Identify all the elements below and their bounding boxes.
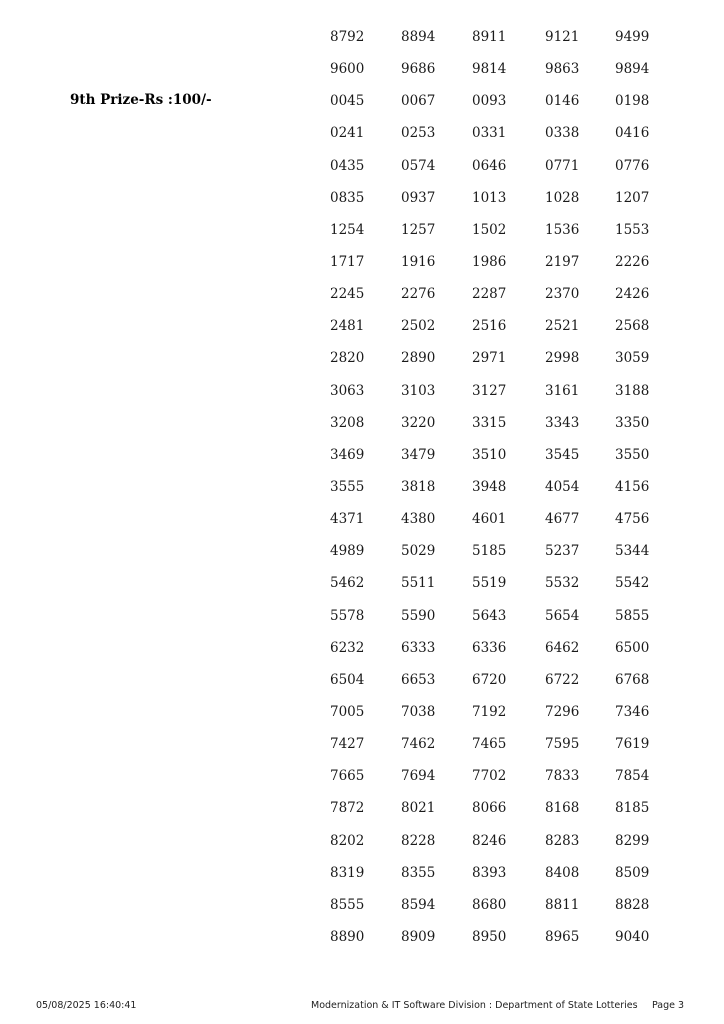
- winning-number: 2568: [615, 318, 650, 335]
- winning-number: 8811: [545, 896, 580, 913]
- winning-number: 5532: [545, 575, 580, 592]
- winning-number: 3127: [472, 382, 507, 399]
- winning-number: 0338: [545, 125, 580, 142]
- winning-number: 7665: [330, 768, 365, 785]
- winning-number: 8950: [472, 928, 507, 945]
- winning-number: 0776: [615, 157, 650, 174]
- winning-number: 8911: [472, 29, 507, 45]
- footer-datetime: 05/08/2025 16:40:41: [36, 1000, 137, 1011]
- footer-page-number: Page 3: [652, 1000, 685, 1011]
- winning-number: 2426: [615, 286, 650, 303]
- winning-number: 0045: [330, 93, 365, 110]
- winning-number: 5511: [401, 575, 436, 592]
- winning-number: 3818: [401, 478, 436, 495]
- winning-number: 5237: [545, 543, 580, 560]
- winning-number: 7694: [401, 768, 436, 785]
- winning-number: 6504: [330, 671, 365, 688]
- winning-number: 2516: [472, 318, 507, 335]
- winning-number: 8393: [472, 864, 507, 881]
- winning-number: 3469: [330, 446, 365, 463]
- winning-number: 0937: [401, 189, 436, 206]
- winning-number: 3350: [615, 414, 650, 431]
- winning-number: 3545: [545, 446, 580, 463]
- winning-number: 8680: [472, 896, 507, 913]
- winning-number: 3188: [615, 382, 650, 399]
- winning-number: 2287: [472, 286, 507, 303]
- winning-number: 5578: [330, 607, 365, 624]
- winning-number: 8555: [330, 896, 365, 913]
- winning-number: 2245: [330, 286, 365, 303]
- winning-number: 5519: [472, 575, 507, 592]
- winning-number: 7854: [615, 768, 650, 785]
- winning-number: 0093: [472, 93, 507, 110]
- winning-number: 9600: [330, 61, 365, 78]
- winning-number: 6722: [545, 671, 580, 688]
- winning-number: 6500: [615, 639, 650, 656]
- winning-number: 5029: [401, 543, 436, 560]
- winning-number: 8202: [330, 832, 365, 849]
- winning-number: 8228: [401, 832, 436, 849]
- winning-number: 5654: [545, 607, 580, 624]
- winning-number: 2370: [545, 286, 580, 303]
- winning-number: 1257: [401, 221, 436, 238]
- winning-number: 5542: [615, 575, 650, 592]
- winning-number: 1502: [472, 221, 507, 238]
- winning-number: 1916: [401, 253, 436, 270]
- winning-number: 2276: [401, 286, 436, 303]
- winning-number: 5855: [615, 607, 650, 624]
- winning-number: 3059: [615, 350, 650, 367]
- winning-number: 0646: [472, 157, 507, 174]
- winning-number: 4380: [401, 511, 436, 528]
- winning-number: 9040: [615, 928, 650, 945]
- prize-category-label: 9th Prize-Rs :100/-: [70, 92, 212, 108]
- winning-number: 9499: [615, 29, 650, 45]
- winning-number: 3208: [330, 414, 365, 431]
- winning-number: 7595: [545, 736, 580, 753]
- winning-number: 2890: [401, 350, 436, 367]
- winning-number: 0067: [401, 93, 436, 110]
- winning-number: 9686: [401, 61, 436, 78]
- winning-number: 0835: [330, 189, 365, 206]
- winning-number: 8965: [545, 928, 580, 945]
- winning-number: 7427: [330, 736, 365, 753]
- winning-number: 8246: [472, 832, 507, 849]
- winning-number: 0253: [401, 125, 436, 142]
- winning-number: 3479: [401, 446, 436, 463]
- winning-number: 3550: [615, 446, 650, 463]
- footer-division: Modernization & IT Software Division : Department of State Lotteries: [311, 1000, 638, 1011]
- winning-number: 7833: [545, 768, 580, 785]
- winning-number: 2998: [545, 350, 580, 367]
- winning-number: 8909: [401, 928, 436, 945]
- winning-number: 6768: [615, 671, 650, 688]
- winning-number: 3555: [330, 478, 365, 495]
- winning-number: 6653: [401, 671, 436, 688]
- winning-number: 2521: [545, 318, 580, 335]
- winning-number: 8355: [401, 864, 436, 881]
- winning-number: 0198: [615, 93, 650, 110]
- winning-number: 6720: [472, 671, 507, 688]
- winning-number: 4677: [545, 511, 580, 528]
- winning-number: 3063: [330, 382, 365, 399]
- winning-number: 5590: [401, 607, 436, 624]
- winning-number: 1207: [615, 189, 650, 206]
- winning-number: 0241: [330, 125, 365, 142]
- winning-number: 3220: [401, 414, 436, 431]
- winning-number: 4989: [330, 543, 365, 560]
- winning-number: 0435: [330, 157, 365, 174]
- winning-number: 8283: [545, 832, 580, 849]
- winning-number: 3161: [545, 382, 580, 399]
- winning-number: 2226: [615, 253, 650, 270]
- winning-number: 3948: [472, 478, 507, 495]
- winning-number: 6232: [330, 639, 365, 656]
- winning-number: 7192: [472, 703, 507, 720]
- winning-number: 3315: [472, 414, 507, 431]
- winning-number: 3510: [472, 446, 507, 463]
- winning-number: 7872: [330, 800, 365, 817]
- winning-number: 8509: [615, 864, 650, 881]
- winning-number: 8185: [615, 800, 650, 817]
- winning-number: 4756: [615, 511, 650, 528]
- winning-number: 8894: [401, 29, 436, 45]
- winning-number: 9814: [472, 61, 507, 78]
- winning-number: 8792: [330, 29, 365, 45]
- winning-number: 9863: [545, 61, 580, 78]
- winning-number: 8168: [545, 800, 580, 817]
- winning-number: 4601: [472, 511, 507, 528]
- winning-number: 8828: [615, 896, 650, 913]
- winning-number: 1536: [545, 221, 580, 238]
- winning-number: 5344: [615, 543, 650, 560]
- winning-number: 2820: [330, 350, 365, 367]
- winning-number: 2502: [401, 318, 436, 335]
- winning-number: 7005: [330, 703, 365, 720]
- winning-number: 8299: [615, 832, 650, 849]
- winning-number: 1553: [615, 221, 650, 238]
- winning-number: 6333: [401, 639, 436, 656]
- winning-number: 1986: [472, 253, 507, 270]
- winning-number: 8021: [401, 800, 436, 817]
- winning-number: 2197: [545, 253, 580, 270]
- winning-number: 7346: [615, 703, 650, 720]
- winning-number: 9121: [545, 29, 580, 45]
- winning-number: 3343: [545, 414, 580, 431]
- winning-number: 0416: [615, 125, 650, 142]
- winning-number: 7296: [545, 703, 580, 720]
- winning-number: 8066: [472, 800, 507, 817]
- winning-number: 7702: [472, 768, 507, 785]
- winning-number: 0146: [545, 93, 580, 110]
- winning-number: 7038: [401, 703, 436, 720]
- winning-number: 0331: [472, 125, 507, 142]
- winning-number: 4371: [330, 511, 365, 528]
- winning-number: 8319: [330, 864, 365, 881]
- winning-number: 5462: [330, 575, 365, 592]
- winning-number: 5185: [472, 543, 507, 560]
- winning-number: 7465: [472, 736, 507, 753]
- winning-number: 8890: [330, 928, 365, 945]
- winning-number: 4156: [615, 478, 650, 495]
- winning-number: 0771: [545, 157, 580, 174]
- winning-number: 6462: [545, 639, 580, 656]
- winning-number: 1013: [472, 189, 507, 206]
- winning-number: 7619: [615, 736, 650, 753]
- winning-number: 2971: [472, 350, 507, 367]
- winning-number: 9894: [615, 61, 650, 78]
- winning-number: 1028: [545, 189, 580, 206]
- winning-number: 8408: [545, 864, 580, 881]
- winning-number: 4054: [545, 478, 580, 495]
- winning-number: 7462: [401, 736, 436, 753]
- winning-number: 5643: [472, 607, 507, 624]
- winning-number: 2481: [330, 318, 365, 335]
- winning-numbers-grid: [330, 28, 675, 960]
- winning-number: 1717: [330, 253, 365, 270]
- winning-number: 6336: [472, 639, 507, 656]
- winning-number: 3103: [401, 382, 436, 399]
- winning-number: 1254: [330, 221, 365, 238]
- winning-number: 8594: [401, 896, 436, 913]
- winning-number: 0574: [401, 157, 436, 174]
